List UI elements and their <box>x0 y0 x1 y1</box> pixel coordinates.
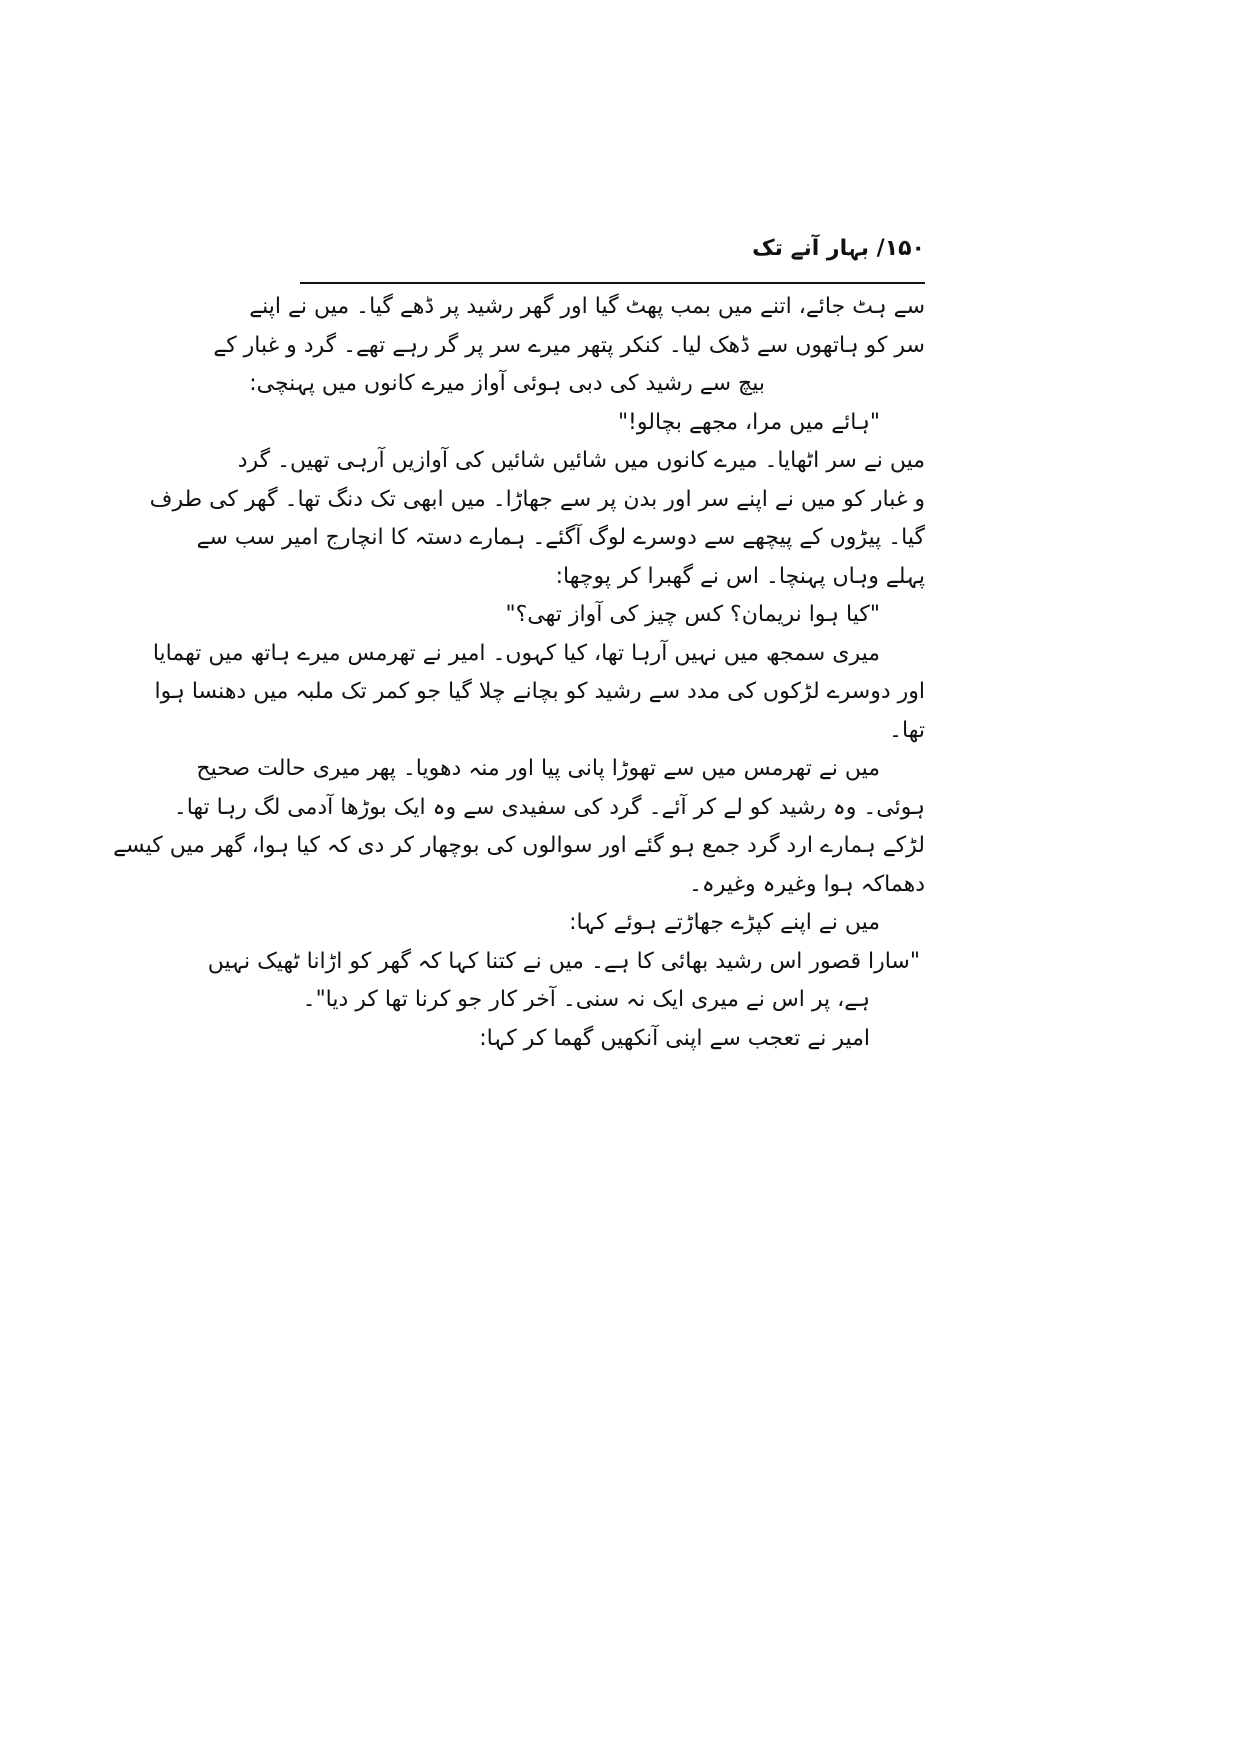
text-line: تھا۔ <box>889 717 925 743</box>
text-line: گیا۔ پیڑوں کے پیچھے سے دوسرے لوگ آگئے۔ ہمارے دستہ کا انچارج امیر سب سے <box>196 525 925 550</box>
running-header-title: ۱۵۰/ بہار آنے تک <box>752 236 925 261</box>
text-line: میری سمجھ میں نہیں آرہا تھا، کیا کہوں۔ امیر نے تھرمس میرے ہاتھ میں تھمایا <box>152 640 880 666</box>
text-line: سر کو ہاتھوں سے ڈھک لیا۔ کنکر پتھر میرے سر پر گر رہے تھے۔ گرد و غبار کے <box>213 332 925 358</box>
text-line: "ہائے میں مرا، مجھے بچالو!" <box>617 409 880 435</box>
text-line: ہوئی۔ وہ رشید کو لے کر آئے۔ گرد کی سفیدی سے وہ ایک بوڑھا آدمی لگ رہا تھا۔ <box>173 794 925 820</box>
text-line: بیچ سے رشید کی دبی ہوئی آواز میرے کانوں میں پہنچی: <box>249 371 765 396</box>
text-line: و غبار کو میں نے اپنے سر اور بدن پر سے جھاڑا۔ میں ابھی تک دنگ تھا۔ گھر کی طرف <box>149 486 925 512</box>
text-line: "سارا قصور اس رشید بھائی کا ہے۔ میں نے کتنا کہا کہ گھر کو اڑانا ٹھیک نہیں <box>207 948 920 974</box>
text-line: سے ہٹ جائے، اتنے میں بمب پھٹ گیا اور گھر رشید پر ڈھے گیا۔ میں نے اپنے <box>249 294 925 319</box>
text-line: میں نے اپنے کپڑے جھاڑتے ہوئے کہا: <box>569 910 880 935</box>
text-line: "کیا ہوا نریمان؟ کس چیز کی آواز تھی؟" <box>505 602 880 627</box>
text-line: دھماکہ ہوا وغیرہ وغیرہ۔ <box>688 871 925 897</box>
text-line: لڑکے ہمارے ارد گرد جمع ہو گئے اور سوالوں کی بوچھار کر دی کہ کیا ہوا، گھر میں کیسے <box>113 833 925 858</box>
body-text <box>113 288 925 1058</box>
text-line: میں نے سر اٹھایا۔ میرے کانوں میں شائیں شائیں کی آوازیں آرہی تھیں۔ گرد <box>237 448 925 473</box>
text-line: پہلے وہاں پہنچا۔ اس نے گھبرا کر پوچھا: <box>555 563 925 589</box>
text-line: امیر نے تعجب سے اپنی آنکھیں گھما کر کہا: <box>479 1025 870 1051</box>
text-line: ہے، پر اس نے میری ایک نہ سنی۔ آخر کار جو کرنا تھا کر دیا"۔ <box>302 987 870 1012</box>
page-header <box>300 232 925 284</box>
text-line: اور دوسرے لڑکوں کی مدد سے رشید کو بچانے چلا گیا جو کمر تک ملبہ میں دھنسا ہوا <box>154 679 925 704</box>
text-line: میں نے تھرمس میں سے تھوڑا پانی پیا اور منہ دھویا۔ پھر میری حالت صحیح <box>196 756 880 781</box>
